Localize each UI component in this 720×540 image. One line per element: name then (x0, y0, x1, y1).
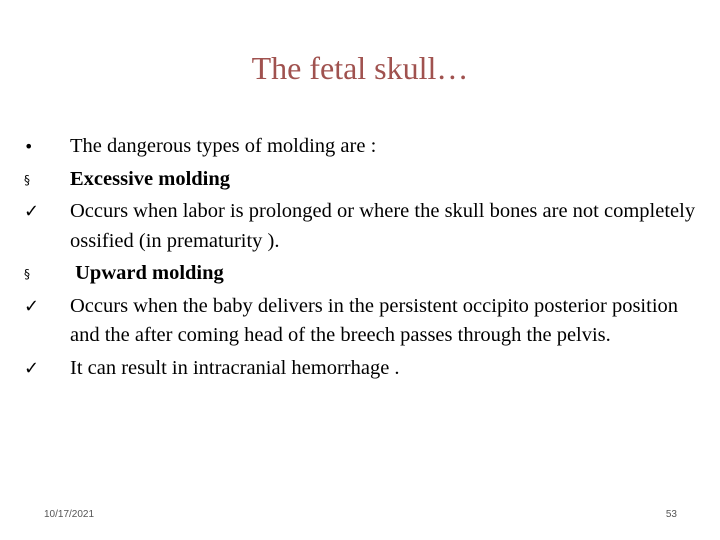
bullet-item (18, 197, 698, 256)
bullet-heading: Upward molding (70, 262, 224, 284)
bullet-item (18, 132, 698, 162)
bullet-item (18, 354, 698, 384)
bullet-item (18, 165, 698, 195)
bullet-heading: Excessive molding (70, 167, 231, 190)
checkmark-icon: ✓ (24, 201, 40, 222)
bullet-section-icon: § (24, 267, 30, 281)
checkmark-icon: ✓ (24, 295, 40, 317)
bullet-text: Occurs when the baby delivers in the persistent occipito posterior position and the after coming head of the breech passes through the pelvis. (70, 294, 679, 346)
bullet-text: It can result in intracranial hemorrhage . (70, 356, 400, 379)
bullet-item (18, 292, 698, 351)
footer-date: 10/17/2021 (44, 509, 95, 520)
bullet-section-icon: § (24, 172, 30, 187)
page-number: 53 (665, 509, 677, 520)
bullet-text: Occurs when labor is prolonged or where the skull bones are not completely ossified (in prematurity ). (70, 200, 696, 252)
bullet-list (18, 132, 698, 386)
bullet-dot-icon: • (24, 137, 34, 156)
bullet-item (18, 259, 698, 289)
checkmark-icon: ✓ (24, 357, 40, 379)
bullet-text: The dangerous types of molding are : (70, 135, 377, 157)
slide-title: The fetal skull… (251, 50, 469, 86)
